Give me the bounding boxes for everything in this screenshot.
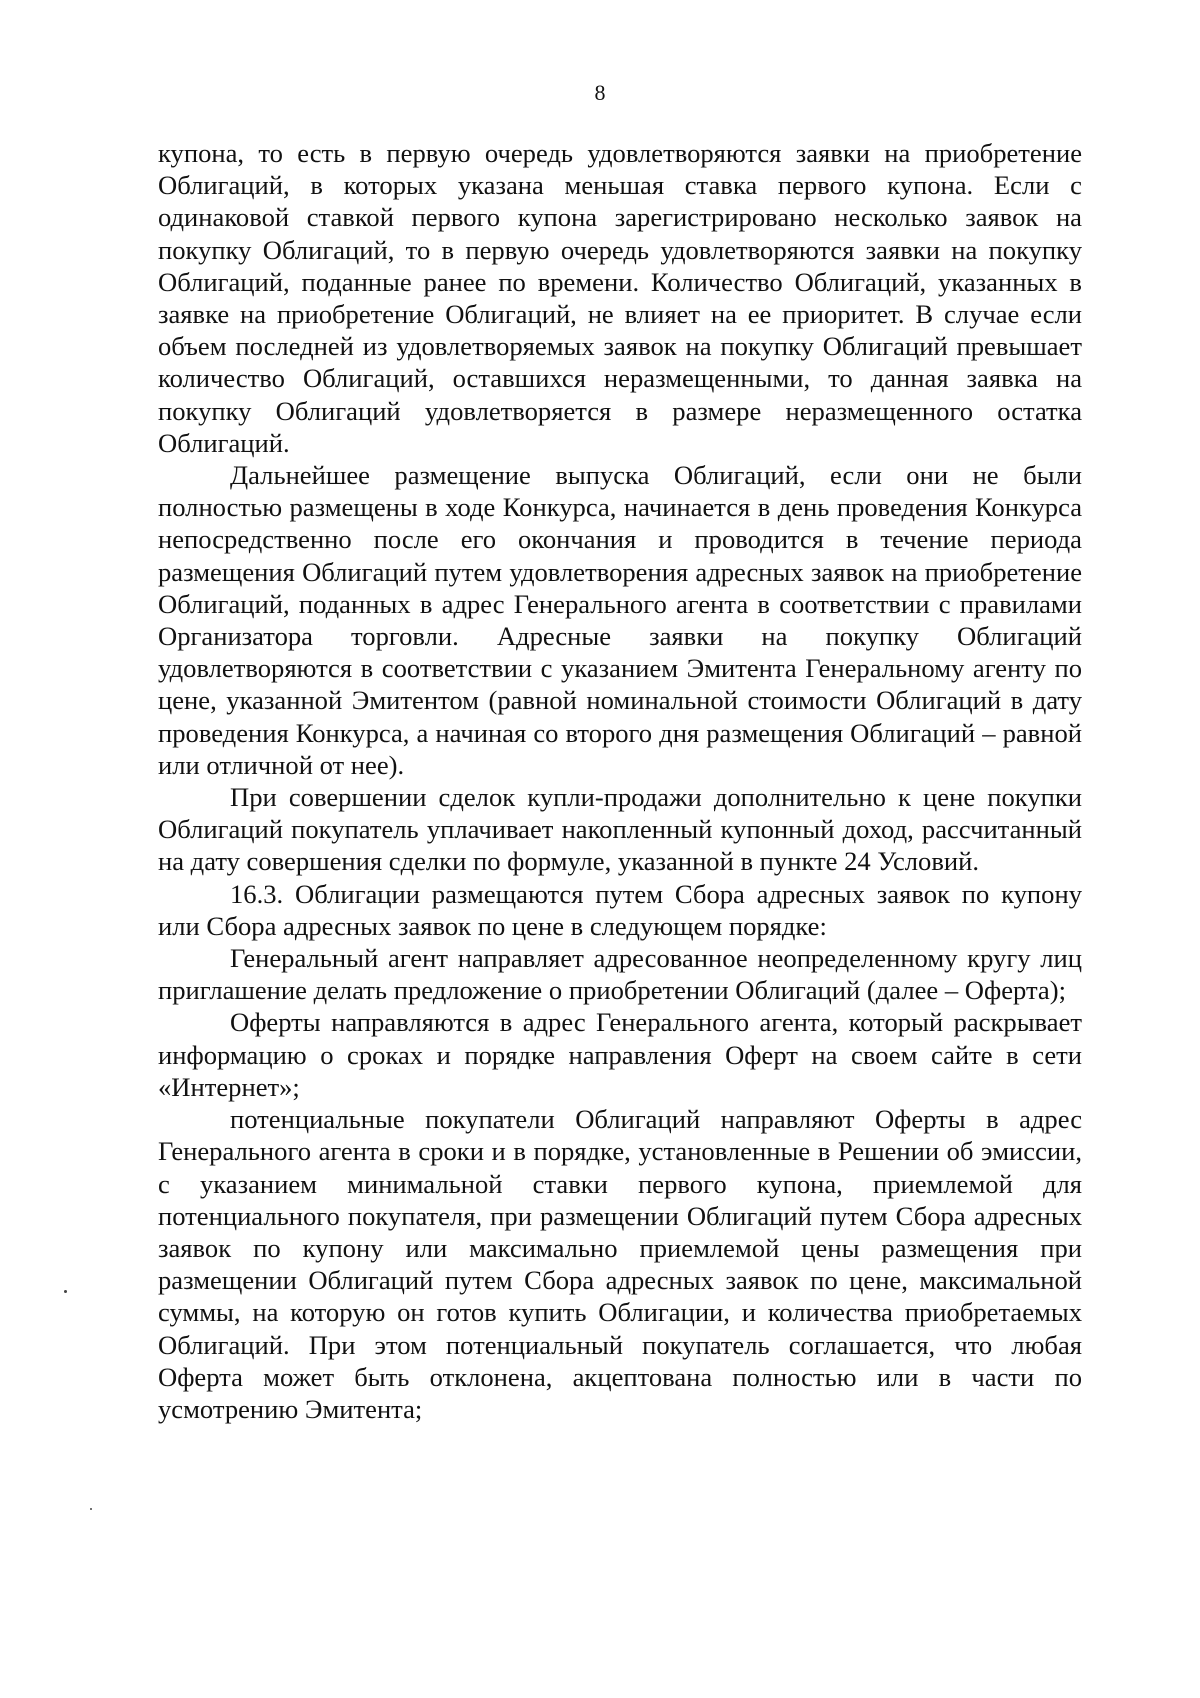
paragraph-2: Дальнейшее размещение выпуска Облигаций, если они не были полностью размещены в ходе Конкурса, начинается в день проведения Конкурса непосредственно после его окончания и проводится в течение периода размещения Облигаций путем удовлетворения адресных заявок на приобретение Облигаций, поданных в адрес Генерального агента в соответствии с правилами Организатора торговли. Адресные заявки на покупку Облигаций удовлетворяются в соответствии с указанием Эмитента Генеральному агенту по цене, указанной Эмитентом (равной номинальной стоимости Облигаций в дату проведения Конкурса, а начиная со второго дня размещения Облигаций – равной или отличной от нее).	[158, 460, 1082, 780]
paragraph-7: потенциальные покупатели Облигаций направляют Оферты в адрес Генерального агента в сроки и в порядке, установленные в Решении об эмиссии, с указанием минимальной ставки первого купона, приемлемой для потенциального покупателя, при размещении Облигаций путем Сбора адресных заявок по купону или максимально приемлемой цены размещения при размещении Облигаций путем Сбора адресных заявок по цене, максимальной суммы, на которую он готов купить Облигации, и количества приобретаемых Облигаций. При этом потенциальный покупатель соглашается, что любая Оферта может быть отклонена, акцептована полностью или в части по усмотрению Эмитента;	[158, 1104, 1082, 1424]
paragraph-5: Генеральный агент направляет адресованное неопределенному кругу лиц приглашение делать предложение о приобретении Облигаций (далее – Оферта);	[158, 943, 1082, 1006]
document-body	[158, 137, 1082, 1425]
paragraph-1: купона, то есть в первую очередь удовлетворяются заявки на приобретение Облигаций, в которых указана меньшая ставка первого купона. Если с одинаковой ставкой первого купона зарегистрировано несколько заявок на покупку Облигаций, то в первую очередь удовлетворяются заявки на покупку Облигаций, поданные ранее по времени. Количество Облигаций, указанных в заявке на приобретение Облигаций, не влияет на ее приоритет. В случае если объем последней из удовлетворяемых заявок на покупку Облигаций превышает количество Облигаций, оставшихся неразмещенными, то данная заявка на покупку Облигаций удовлетворяется в размере неразмещенного остатка Облигаций.	[158, 138, 1082, 458]
scan-speck	[90, 1508, 92, 1510]
page-number: 8	[594, 80, 606, 105]
paragraph-4: 16.3. Облигации размещаются путем Сбора адресных заявок по купону или Сбора адресных заявок по цене в следующем порядке:	[158, 878, 1082, 941]
paragraph-6: Оферты направляются в адрес Генерального агента, который раскрывает информацию о сроках и порядке направления Оферт на своем сайте в сети «Интернет»;	[158, 1007, 1082, 1102]
paragraph-3: При совершении сделок купли-продажи дополнительно к цене покупки Облигаций покупатель уплачивает накопленный купонный доход, рассчитанный на дату совершения сделки по формуле, указанной в пункте 24 Условий.	[158, 782, 1082, 877]
scan-speck	[64, 1290, 67, 1293]
